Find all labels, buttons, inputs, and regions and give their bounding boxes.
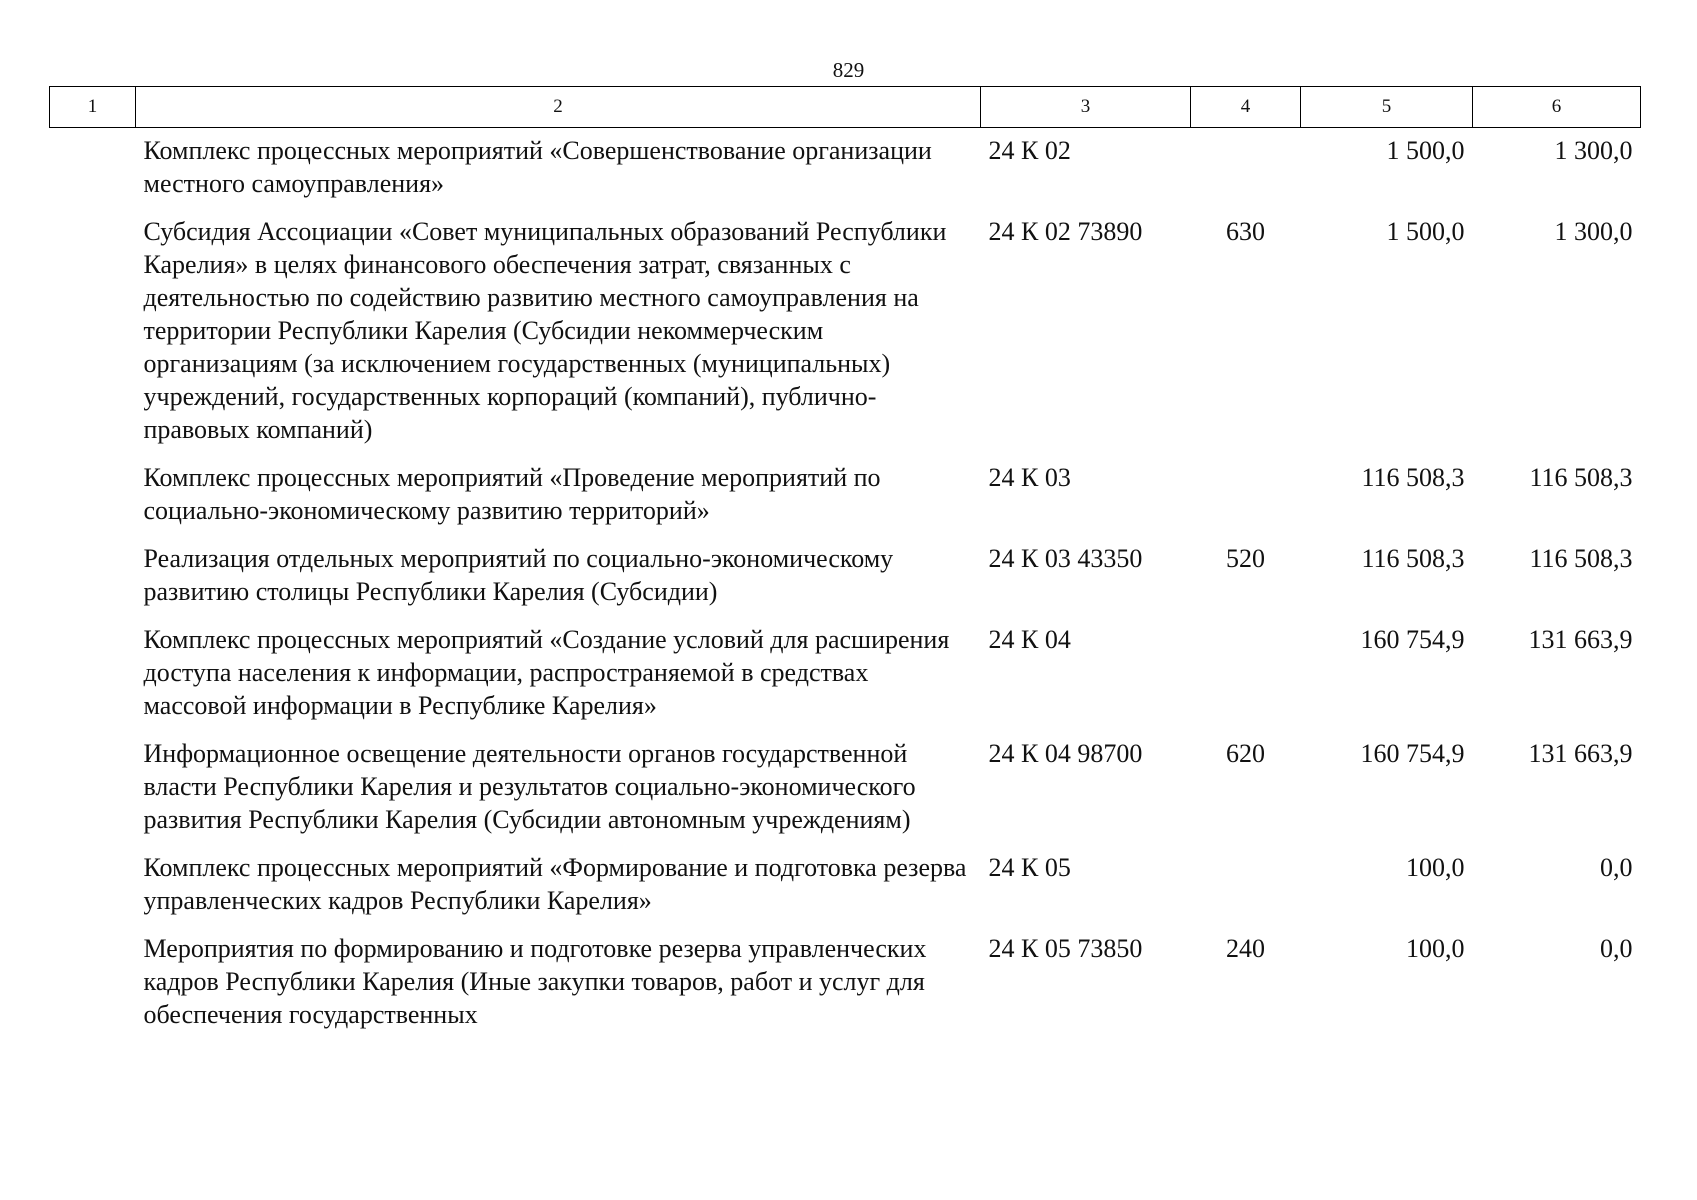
row-value-6: 0,0 bbox=[1600, 853, 1633, 882]
row-value-6: 116 508,3 bbox=[1529, 544, 1633, 573]
page-number: 829 bbox=[832, 58, 865, 82]
row-name: Комплекс процессных мероприятий «Создание условий для расширения доступа населения к информации, распространяемой в средствах массовой информации в Республике Карелия» bbox=[143, 625, 950, 720]
row-value-5: 116 508,3 bbox=[1361, 463, 1465, 492]
budget-table bbox=[49, 86, 1641, 1038]
row-code: 24 К 03 bbox=[988, 463, 1071, 492]
row-index-cell bbox=[50, 207, 136, 453]
row-type bbox=[1191, 615, 1301, 729]
table-row bbox=[50, 453, 1641, 534]
column-header-2: 2 bbox=[136, 87, 981, 128]
row-value-5: 160 754,9 bbox=[1360, 625, 1465, 654]
table-row bbox=[50, 843, 1641, 924]
table-row bbox=[50, 128, 1641, 208]
row-name: Комплекс процессных мероприятий «Совершенствование организации местного самоуправления» bbox=[143, 136, 932, 198]
row-index-cell bbox=[50, 534, 136, 615]
row-name: Субсидия Ассоциации «Совет муниципальных образований Республики Карелия» в целях финансового обеспечения затрат, связанных с деятельностью по содействию развитию местного самоуправления на территории Республики Карелия (Субсидии некоммерческим организациям (за исключением государственных (муниципальных) учреждений, государственных корпораций (компаний), публично-правовых компаний) bbox=[143, 217, 947, 444]
row-code: 24 К 04 98700 bbox=[988, 739, 1143, 768]
column-header-5: 5 bbox=[1301, 87, 1473, 128]
row-code: 24 К 05 bbox=[988, 853, 1071, 882]
row-value-5: 160 754,9 bbox=[1360, 739, 1465, 768]
row-name: Реализация отдельных мероприятий по социально-экономическому развитию столицы Республики Карелия (Субсидии) bbox=[143, 544, 894, 606]
row-value-6: 131 663,9 bbox=[1528, 625, 1633, 654]
row-code: 24 К 04 bbox=[988, 625, 1071, 654]
column-header-4: 4 bbox=[1191, 87, 1301, 128]
row-value-5: 1 500,0 bbox=[1386, 136, 1465, 165]
table-row bbox=[50, 729, 1641, 843]
row-type: 620 bbox=[1226, 739, 1265, 768]
row-value-6: 116 508,3 bbox=[1529, 463, 1633, 492]
row-value-6: 131 663,9 bbox=[1528, 739, 1633, 768]
table-row bbox=[50, 924, 1641, 1038]
row-type: 240 bbox=[1226, 934, 1265, 963]
row-name: Комплекс процессных мероприятий «Проведение мероприятий по социально-экономическому развитию территорий» bbox=[143, 463, 881, 525]
row-index-cell bbox=[50, 453, 136, 534]
row-code: 24 К 02 73890 bbox=[988, 217, 1143, 246]
row-code: 24 К 03 43350 bbox=[988, 544, 1143, 573]
table-row bbox=[50, 207, 1641, 453]
row-index-cell bbox=[50, 924, 136, 1038]
table-row bbox=[50, 615, 1641, 729]
row-name: Мероприятия по формированию и подготовке резерва управленческих кадров Республики Карелия (Иные закупки товаров, работ и услуг для обеспечения государственных bbox=[143, 934, 927, 1029]
table-row bbox=[50, 534, 1641, 615]
row-code: 24 К 02 bbox=[988, 136, 1071, 165]
row-value-5: 116 508,3 bbox=[1361, 544, 1465, 573]
row-index-cell bbox=[50, 729, 136, 843]
row-value-6: 1 300,0 bbox=[1554, 136, 1633, 165]
column-header-3: 3 bbox=[981, 87, 1191, 128]
row-value-5: 100,0 bbox=[1406, 934, 1465, 963]
header-row bbox=[50, 87, 1641, 128]
row-value-5: 100,0 bbox=[1406, 853, 1465, 882]
row-index-cell bbox=[50, 843, 136, 924]
row-type: 630 bbox=[1226, 217, 1265, 246]
column-header-1: 1 bbox=[50, 87, 136, 128]
row-index-cell bbox=[50, 128, 136, 208]
row-index-cell bbox=[50, 615, 136, 729]
row-value-6: 1 300,0 bbox=[1554, 217, 1633, 246]
row-type bbox=[1191, 128, 1301, 208]
row-name: Информационное освещение деятельности органов государственной власти Республики Карелия и результатов социально-экономического развития Республики Карелия (Субсидии автономным учреждениям) bbox=[143, 739, 916, 834]
row-value-5: 1 500,0 bbox=[1386, 217, 1465, 246]
row-name: Комплекс процессных мероприятий «Формирование и подготовка резерва управленческих кадров Республики Карелия» bbox=[143, 853, 967, 915]
row-value-6: 0,0 bbox=[1600, 934, 1633, 963]
row-code: 24 К 05 73850 bbox=[988, 934, 1143, 963]
row-type bbox=[1191, 843, 1301, 924]
column-header-6: 6 bbox=[1473, 87, 1641, 128]
row-type bbox=[1191, 453, 1301, 534]
row-type: 520 bbox=[1226, 544, 1265, 573]
